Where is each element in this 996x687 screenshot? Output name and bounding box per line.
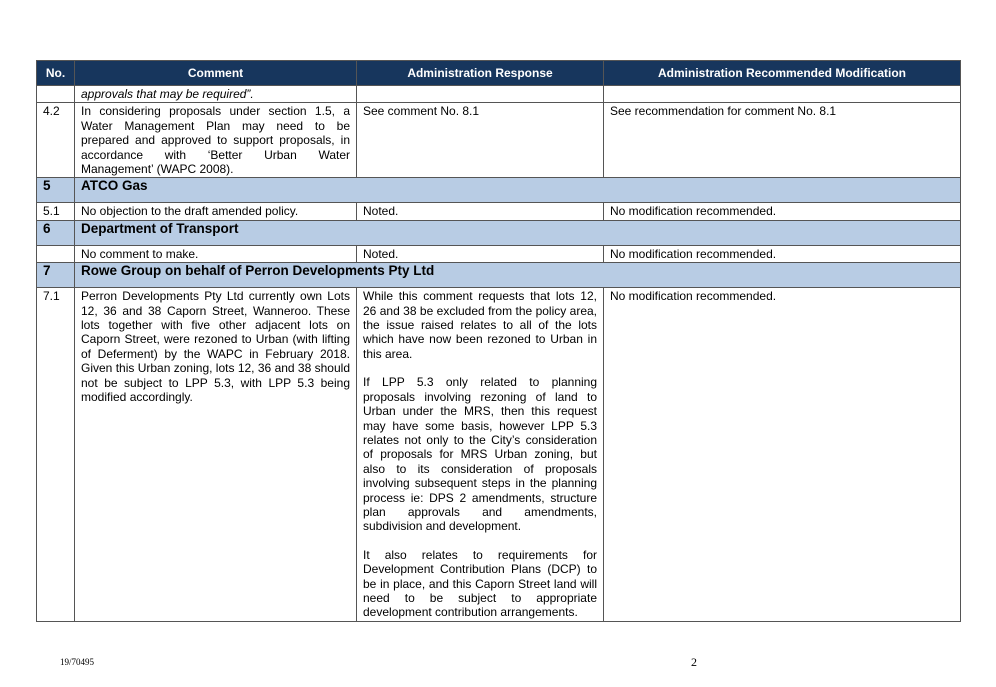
header-no: No. bbox=[37, 61, 75, 86]
cell-response: Noted. bbox=[357, 245, 604, 262]
cell-modification: No modification recommended. bbox=[604, 245, 961, 262]
cell-response: Noted. bbox=[357, 203, 604, 220]
section-no: 7 bbox=[37, 263, 75, 288]
section-row bbox=[37, 220, 961, 245]
submissions-table bbox=[36, 60, 961, 622]
cell-no: 7.1 bbox=[37, 288, 75, 622]
section-title: ATCO Gas bbox=[75, 178, 961, 203]
cell-no: 4.2 bbox=[37, 103, 75, 178]
response-paragraph: It also relates to requirements for Development Contribution Plans (DCP) to be in place, and this Caporn Street land will need to be subject to appropriate development contribution arrangements. bbox=[363, 547, 597, 620]
section-no: 6 bbox=[37, 220, 75, 245]
cell-comment: In considering proposals under section 1.5, a Water Management Plan may need to be prepared and approved to support proposals, in accordance with ‘Better Urban Water Management’ (WAPC 2008). bbox=[75, 103, 357, 178]
section-title: Rowe Group on behalf of Perron Developments Pty Ltd bbox=[75, 263, 961, 288]
header-comment: Comment bbox=[75, 61, 357, 86]
cell-modification bbox=[604, 86, 961, 103]
table-row bbox=[37, 288, 961, 622]
document-reference: 19/70495 bbox=[60, 657, 95, 667]
table-row bbox=[37, 103, 961, 178]
table-row-continuation bbox=[37, 86, 961, 103]
cell-no bbox=[37, 86, 75, 103]
cell-comment: No comment to make. bbox=[75, 245, 357, 262]
header-response: Administration Response bbox=[357, 61, 604, 86]
header-modification: Administration Recommended Modification bbox=[604, 61, 961, 86]
section-title: Department of Transport bbox=[75, 220, 961, 245]
cell-modification: No modification recommended. bbox=[604, 288, 961, 622]
cell-modification: See recommendation for comment No. 8.1 bbox=[604, 103, 961, 178]
section-no: 5 bbox=[37, 178, 75, 203]
cell-comment: No objection to the draft amended policy. bbox=[75, 203, 357, 220]
page-number: 2 bbox=[691, 655, 697, 669]
cell-response: See comment No. 8.1 bbox=[357, 103, 604, 178]
table-row bbox=[37, 203, 961, 220]
cell-no bbox=[37, 245, 75, 262]
section-row bbox=[37, 178, 961, 203]
cell-comment: approvals that may be required”. bbox=[75, 86, 357, 103]
cell-no: 5.1 bbox=[37, 203, 75, 220]
section-row bbox=[37, 263, 961, 288]
response-paragraph: If LPP 5.3 only related to planning proposals involving rezoning of land to Urban under the MRS, then this request may have some basis, however LPP 5.3 relates not only to the City’s consideration of proposals for MRS Urban zoning, but also to its consideration of proposals involving subsequent steps in the planning process ie: DPS 2 amendments, structure plan approvals and amendments, subdivision and development. bbox=[363, 375, 597, 534]
response-paragraph: While this comment requests that lots 12, 26 and 38 be excluded from the policy area, the issue raised relates to all of the lots which have now been rezoned to Urban in this area. bbox=[363, 289, 597, 361]
cell-response bbox=[357, 288, 604, 622]
table-header-row bbox=[37, 61, 961, 86]
table-row bbox=[37, 245, 961, 262]
cell-comment: Perron Developments Pty Ltd currently own Lots 12, 36 and 38 Caporn Street, Wanneroo. These lots together with five other adjacent lots on Caporn Street, were rezoned to Urban (with lifting of Deferment) by the WAPC in February 2018. Given this Urban zoning, lots 12, 36 and 38 should not be subject to LPP 5.3, with LPP 5.3 being modified accordingly. bbox=[75, 288, 357, 622]
cell-response bbox=[357, 86, 604, 103]
cell-modification: No modification recommended. bbox=[604, 203, 961, 220]
